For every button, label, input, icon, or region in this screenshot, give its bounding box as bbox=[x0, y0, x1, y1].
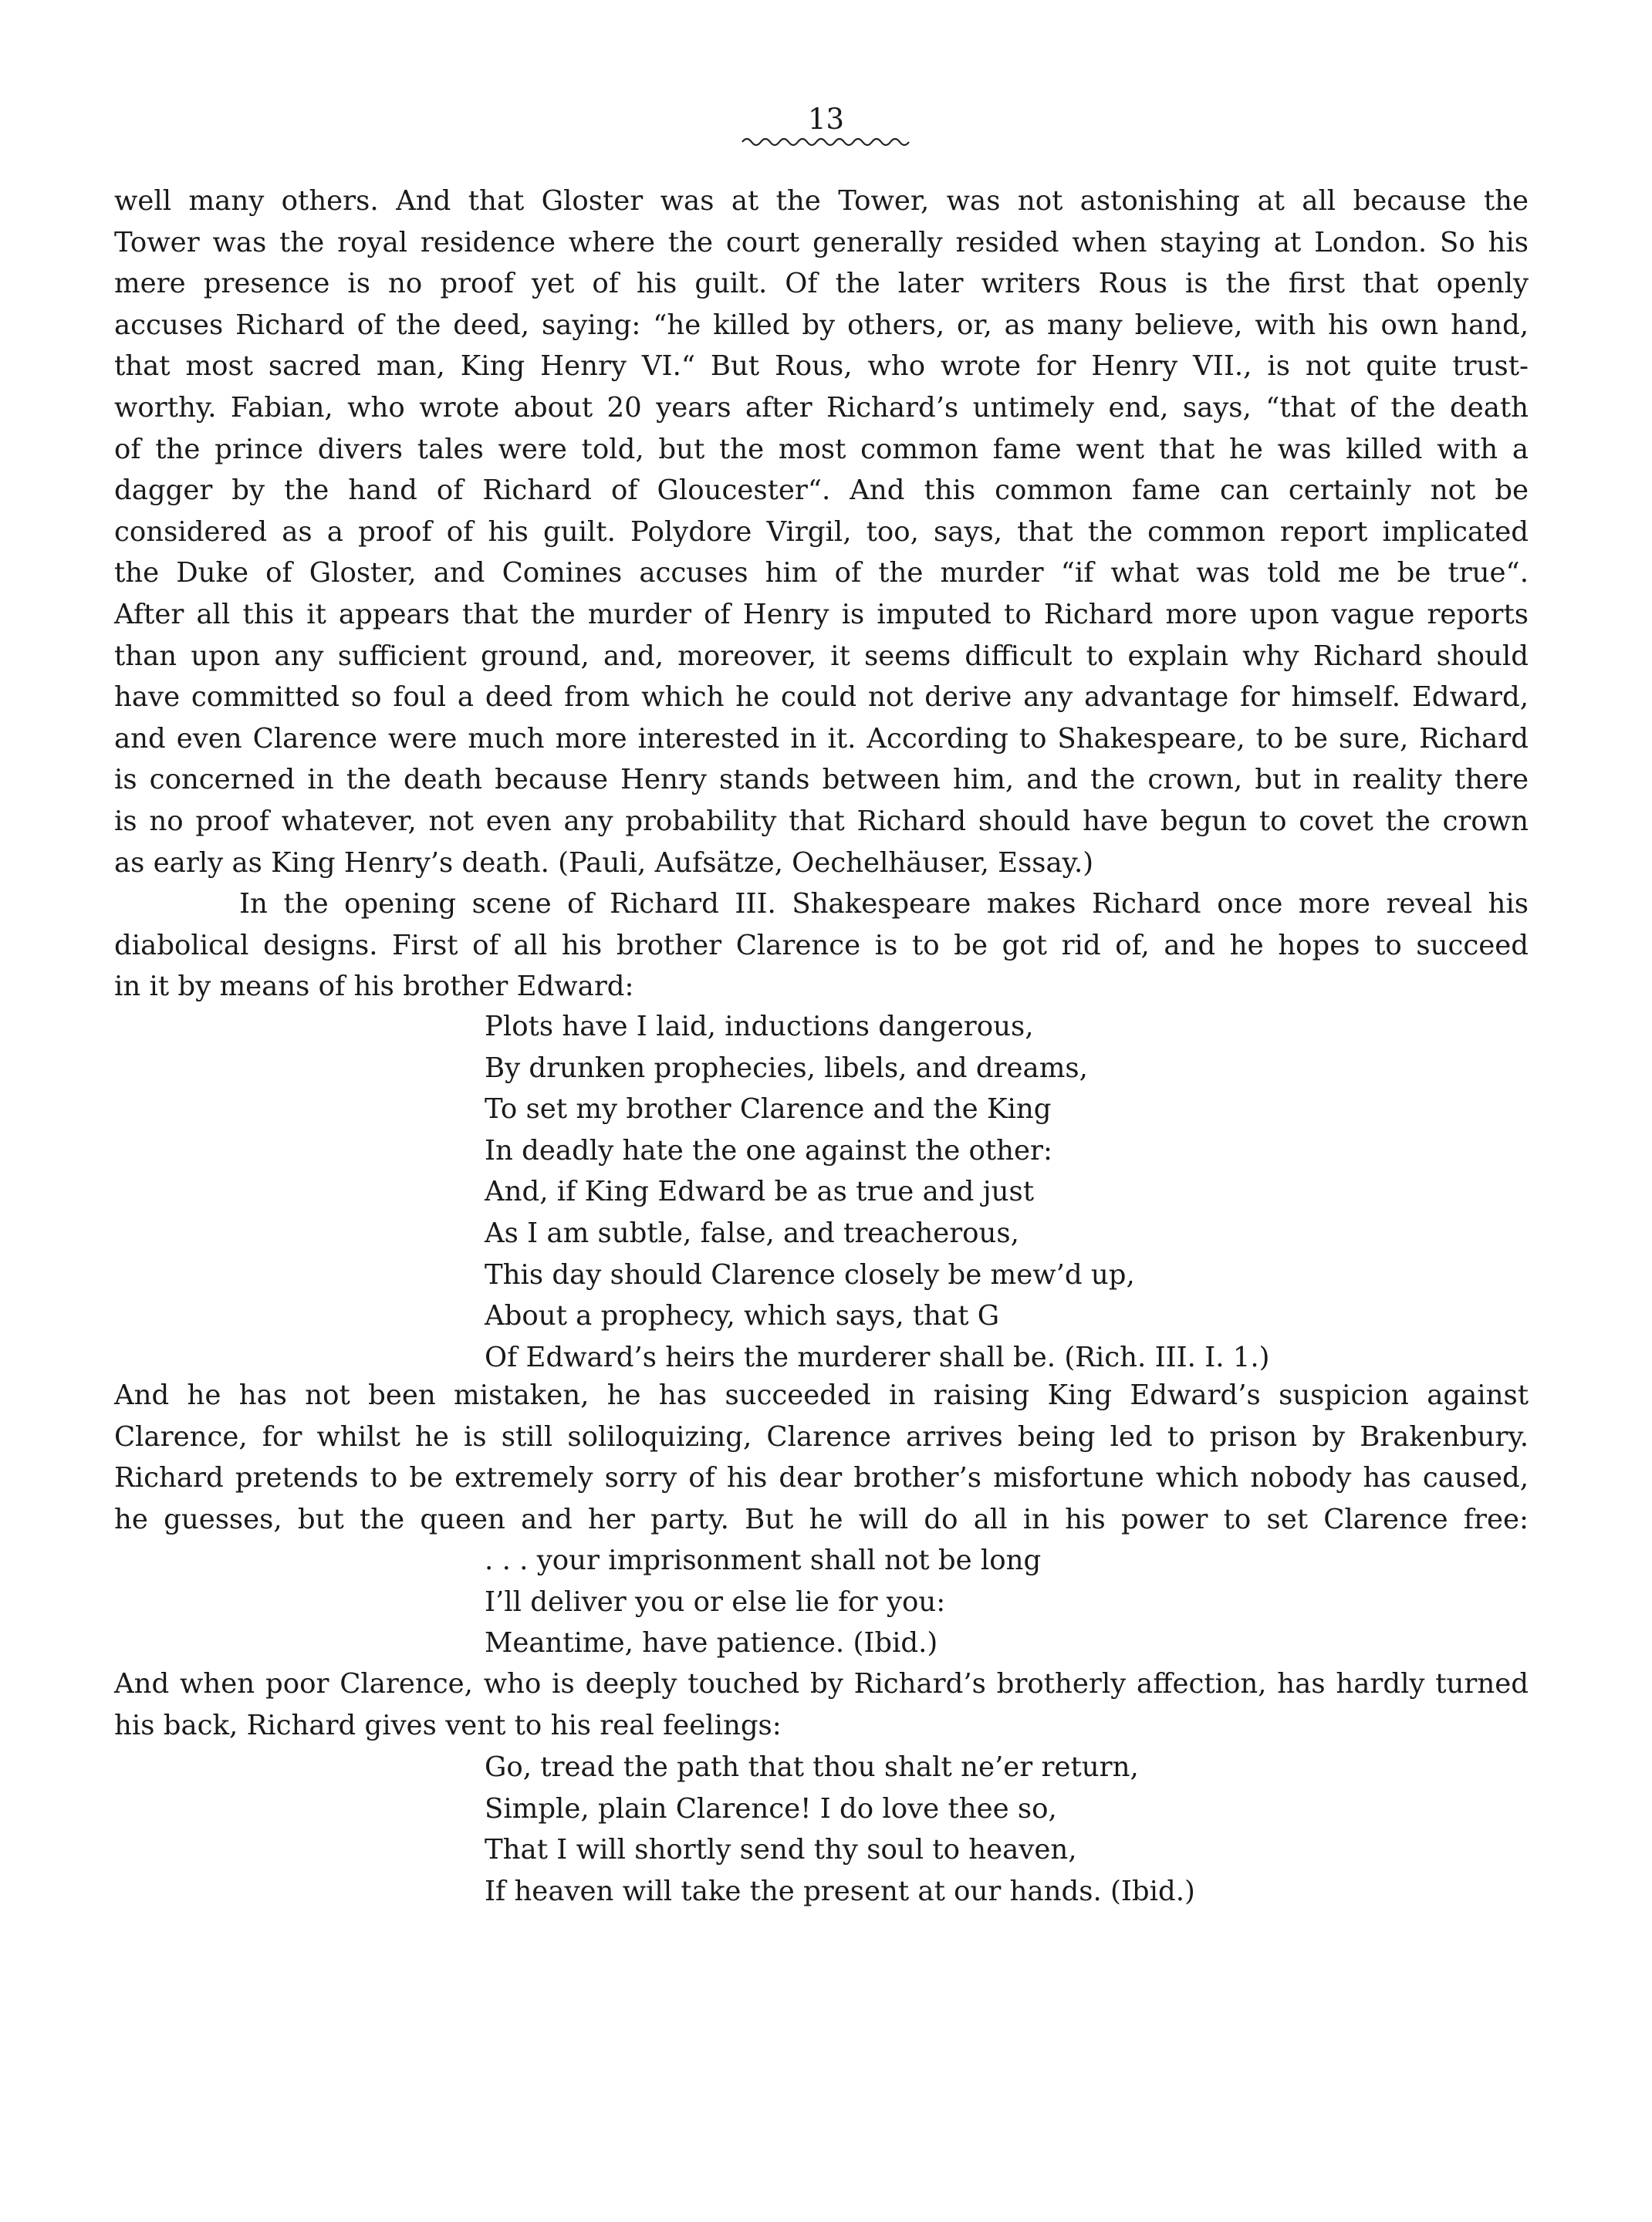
text-line: and even Clarence were much more interested in it. According to Shakespeare, to be sure, Richard bbox=[114, 722, 1529, 755]
verse-line: By drunken prophecies, libels, and dreams, bbox=[485, 1052, 1088, 1084]
verse-quotation-2 bbox=[485, 1540, 1534, 1664]
verse-line: That I will shortly send thy soul to heaven, bbox=[485, 1834, 1077, 1866]
verse-line: To set my brother Clarence and the King bbox=[485, 1093, 1052, 1126]
verse-line: If heaven will take the present at our hands. (Ibid.) bbox=[485, 1875, 1195, 1907]
verse-quotation-3 bbox=[485, 1747, 1534, 1912]
paragraph-1 bbox=[114, 181, 1529, 883]
text-line: that most sacred man, King Henry VI.“ But Rous, who wrote for Henry VII., is not quite trust- bbox=[114, 350, 1529, 383]
text-line: accuses Richard of the deed, saying: “he killed by others, or, as many believe, with his own hand, bbox=[114, 309, 1529, 341]
verse-line: I’ll deliver you or else lie for you: bbox=[485, 1585, 946, 1618]
text-line: mere presence is no proof yet of his guilt. Of the later writers Rous is the first that openly bbox=[114, 268, 1529, 300]
text-line: the Duke of Gloster, and Comines accuses him of the murder “if what was told me be true“. bbox=[114, 557, 1529, 589]
verse-line: As I am subtle, false, and treacherous, bbox=[485, 1217, 1019, 1249]
text-line: Tower was the royal residence where the court generally resided when staying at London. So his bbox=[114, 226, 1529, 258]
page-number: 13 bbox=[807, 103, 845, 136]
verse-line: . . . your imprisonment shall not be long bbox=[485, 1545, 1042, 1576]
text-line: than upon any sufficient ground, and, moreover, it seems difficult to explain why Richard should bbox=[114, 640, 1529, 672]
text-line: is concerned in the death because Henry stands between him, and the crown, but in reality there bbox=[114, 764, 1529, 796]
text-line: Richard pretends to be extremely sorry of his dear brother’s misfortune which nobody has caused, bbox=[114, 1462, 1529, 1494]
text-line: in it by means of his brother Edward: bbox=[114, 971, 634, 1003]
text-line: And he has not been mistaken, he has succeeded in raising King Edward’s suspicion against bbox=[114, 1379, 1529, 1411]
text-line: he guesses, but the queen and her party. But he will do all in his power to set Clarence free: bbox=[114, 1503, 1529, 1535]
text-line: his back, Richard gives vent to his real feelings: bbox=[114, 1709, 782, 1741]
verse-line: Plots have I laid, inductions dangerous, bbox=[485, 1011, 1034, 1042]
text-line: Clarence, for whilst he is still soliloquizing, Clarence arrives being led to prison by Brakenbury. bbox=[114, 1420, 1529, 1453]
verse-line: About a prophecy, which says, that G bbox=[485, 1300, 1000, 1332]
verse-line: And, if King Edward be as true and just bbox=[485, 1176, 1034, 1208]
text-line: have committed so foul a deed from which he could not derive any advantage for himself. Edward, bbox=[114, 681, 1529, 714]
text-line: of the prince divers tales were told, but the most common fame went that he was killed with a bbox=[114, 433, 1529, 465]
paragraph-2 bbox=[114, 883, 1529, 1008]
text-line: diabolical designs. First of all his brother Clarence is to be got rid of, and he hopes to succeed bbox=[114, 929, 1529, 961]
text-line: well many others. And that Gloster was at the Tower, was not astonishing at all because the bbox=[114, 185, 1529, 217]
verse-line: This day should Clarence closely be mew’d up, bbox=[485, 1258, 1135, 1291]
verse-line: Go, tread the path that thou shalt ne’er return, bbox=[485, 1751, 1139, 1783]
text-line: dagger by the hand of Richard of Gloucester“. And this common fame can certainly not be bbox=[114, 474, 1529, 507]
verse-line: In deadly hate the one against the other: bbox=[485, 1134, 1052, 1167]
text-line: After all this it appears that the murder of Henry is imputed to Richard more upon vague reports bbox=[114, 598, 1529, 630]
text-line: And when poor Clarence, who is deeply touched by Richard’s brotherly affection, has hardly turned bbox=[114, 1668, 1529, 1700]
paragraph-4 bbox=[114, 1663, 1529, 1746]
verse-line: Meantime, have patience. (Ibid.) bbox=[485, 1627, 938, 1660]
verse-quotation-1 bbox=[485, 1006, 1534, 1378]
verse-line: Of Edward’s heirs the murderer shall be. (Rich. III. I. 1.) bbox=[485, 1341, 1270, 1373]
text-line: worthy. Fabian, who wrote about 20 years after Richard’s untimely end, says, “that of the death bbox=[114, 391, 1529, 424]
paragraph-3 bbox=[114, 1375, 1529, 1540]
text-line: is no proof whatever, not even any probability that Richard should have begun to covet the crown bbox=[114, 805, 1529, 837]
text-line: In the opening scene of Richard III. Shakespeare makes Richard once more reveal his bbox=[239, 888, 1529, 920]
wavy-rule-ornament bbox=[741, 134, 910, 150]
text-line: considered as a proof of his guilt. Polydore Virgil, too, says, that the common report implicated bbox=[114, 515, 1529, 548]
verse-line: Simple, plain Clarence! I do love thee so, bbox=[485, 1792, 1057, 1825]
text-line: as early as King Henry’s death. (Pauli, Aufsätze, Oechelhäuser, Essay.) bbox=[114, 846, 1094, 879]
